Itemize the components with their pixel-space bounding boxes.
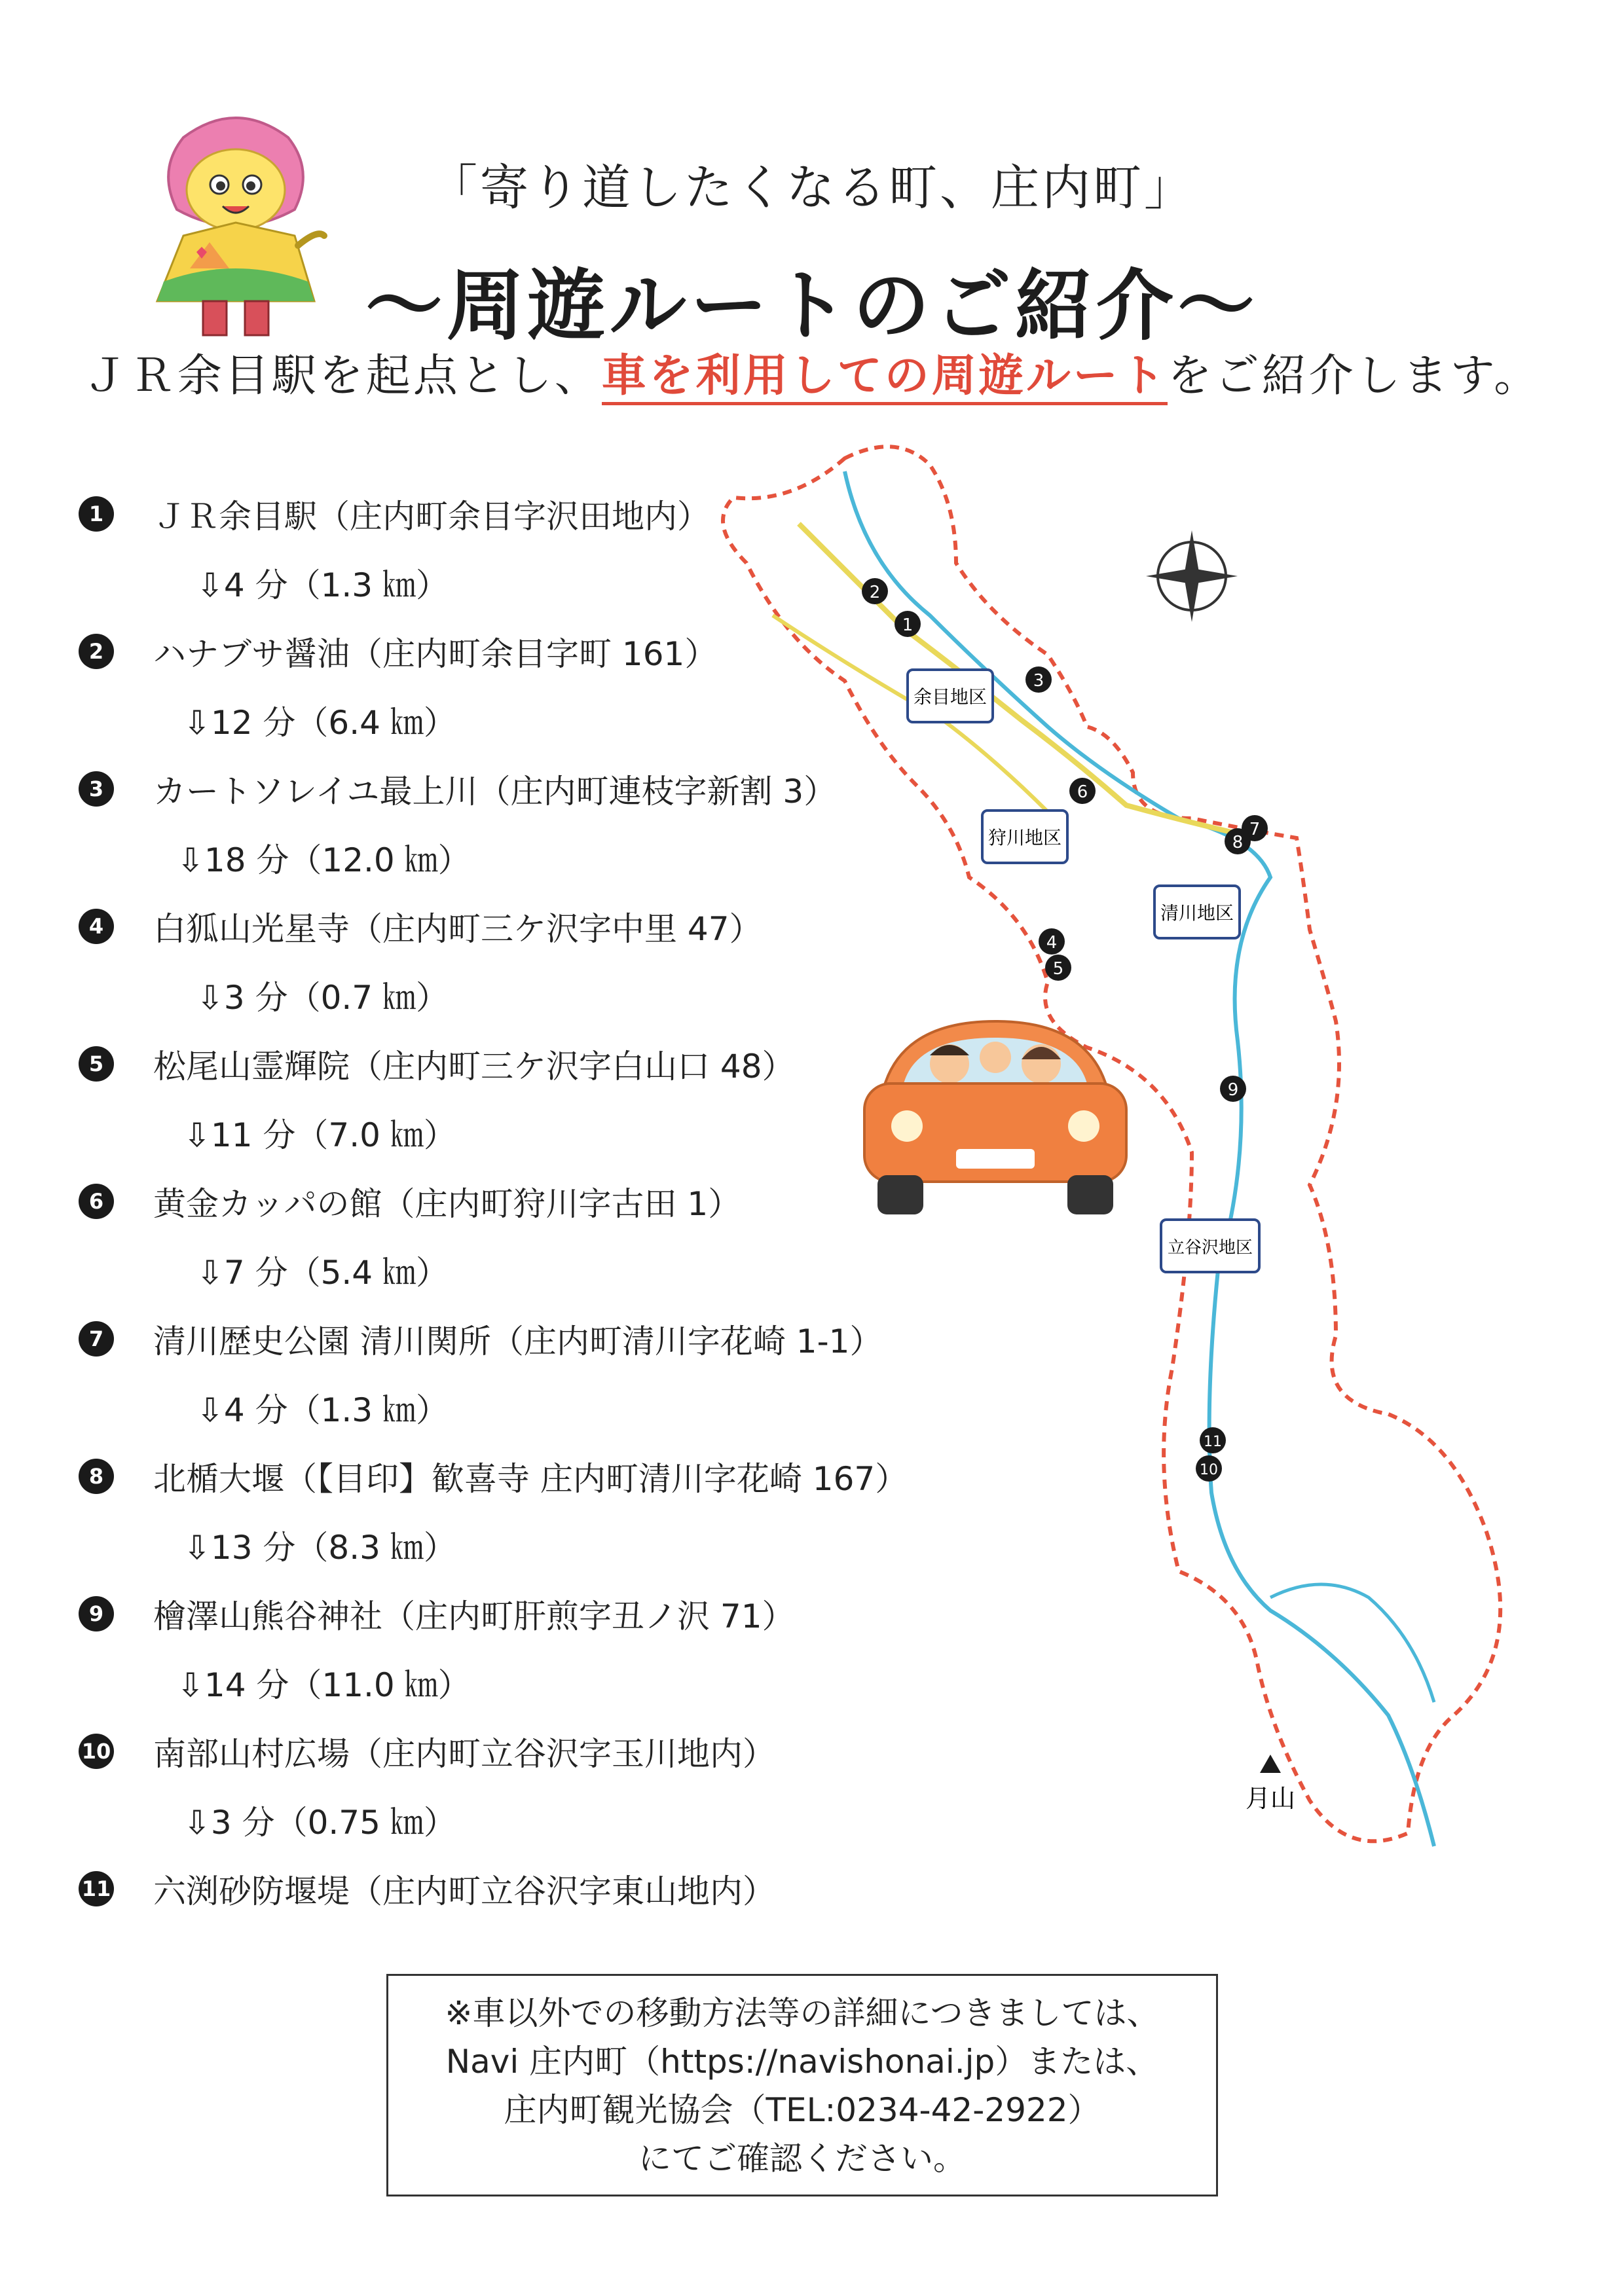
stop-label: 黄金カッパの館（庄内町狩川字古田 1） xyxy=(153,1185,741,1223)
svg-text:6: 6 xyxy=(1077,782,1088,802)
district-label-kiyokawa xyxy=(1154,886,1240,938)
route-leg-9: ⇩14 分（11.0 ㎞） xyxy=(177,1666,471,1704)
svg-text:5: 5 xyxy=(1052,959,1064,979)
stop-number-badge: 2 xyxy=(79,634,114,669)
stop-label: 白狐山光星寺（庄内町三ケ沢字中里 47） xyxy=(153,910,762,948)
route-stop-10 xyxy=(79,1722,775,1781)
route-stop-1 xyxy=(79,484,710,543)
stop-label: 六渕砂防堰堤（庄内町立谷沢字東山地内） xyxy=(153,1872,775,1910)
map-marker-11 xyxy=(1200,1427,1226,1453)
route-stop-6 xyxy=(79,1172,741,1231)
district-label-amarume xyxy=(908,670,993,722)
stop-number-badge: 11 xyxy=(79,1871,114,1906)
stop-label: ＪＲ余目駅（庄内町余目字沢田地内） xyxy=(153,498,710,536)
route-stop-2 xyxy=(79,622,717,681)
map-marker-3 xyxy=(1025,666,1052,693)
svg-text:2: 2 xyxy=(869,583,881,602)
route-leg-3: ⇩18 分（12.0 ㎞） xyxy=(177,841,471,879)
map-marker-8 xyxy=(1225,828,1251,854)
route-stop-11 xyxy=(79,1859,775,1918)
stop-number-badge: 9 xyxy=(79,1596,114,1631)
compass-rose xyxy=(1146,530,1238,622)
intro-text xyxy=(0,340,1624,404)
svg-text:狩川地区: 狩川地区 xyxy=(987,827,1062,848)
info-note-box xyxy=(386,1974,1218,2196)
svg-text:10: 10 xyxy=(1200,1462,1218,1478)
stop-label: 松尾山霊輝院（庄内町三ケ沢字白山口 48） xyxy=(153,1048,795,1085)
note-line: 庄内町観光協会（TEL:0234-42-2922） xyxy=(504,2091,1101,2129)
route-stop-4 xyxy=(79,897,762,956)
map-marker-2 xyxy=(862,578,888,604)
stop-label: 南部山村広場（庄内町立谷沢字玉川地内） xyxy=(153,1735,775,1773)
svg-text:7: 7 xyxy=(1249,820,1261,839)
stop-number-badge: 3 xyxy=(79,771,114,807)
district-label-karikawa xyxy=(982,811,1067,863)
svg-text:3: 3 xyxy=(1033,671,1044,691)
district-label-tachiyazawa xyxy=(1161,1220,1259,1272)
stop-number-badge: 6 xyxy=(79,1184,114,1219)
route-leg-10: ⇩3 分（0.75 ㎞） xyxy=(183,1804,456,1842)
note-line: にてご確認ください。 xyxy=(638,2140,966,2178)
note-line: Navi 庄内町（https://navishonai.jp）または、 xyxy=(445,2043,1159,2081)
svg-text:11: 11 xyxy=(1204,1434,1222,1450)
stop-number-badge: 5 xyxy=(79,1046,114,1082)
route-leg-7: ⇩4 分（1.3 ㎞） xyxy=(196,1391,449,1429)
svg-text:月山: 月山 xyxy=(1245,1784,1296,1813)
route-leg-8: ⇩13 分（8.3 ㎞） xyxy=(183,1529,456,1567)
stop-number-badge: 7 xyxy=(79,1321,114,1357)
map-marker-6 xyxy=(1069,778,1096,804)
svg-text:立谷沢地区: 立谷沢地区 xyxy=(1167,1238,1253,1258)
svg-text:余目地区: 余目地区 xyxy=(913,686,987,708)
map-marker-10 xyxy=(1196,1455,1222,1482)
page-title: ～周遊ルートのご紹介～ xyxy=(365,261,1259,351)
route-leg-2: ⇩12 分（6.4 ㎞） xyxy=(183,704,456,742)
intro-highlight: 車を利用しての周遊ルート xyxy=(602,350,1168,405)
svg-text:1: 1 xyxy=(902,615,913,635)
stop-label: 清川歴史公園 清川関所（庄内町清川字花崎 1-1） xyxy=(153,1322,883,1360)
stop-number-badge: 8 xyxy=(79,1459,114,1494)
route-leg-4: ⇩3 分（0.7 ㎞） xyxy=(196,979,449,1017)
route-leg-6: ⇩7 分（5.4 ㎞） xyxy=(196,1254,449,1292)
mountain-marker xyxy=(1246,1755,1295,1813)
route-leg-5: ⇩11 分（7.0 ㎞） xyxy=(183,1116,456,1154)
river xyxy=(1270,1584,1434,1702)
svg-text:清川地区: 清川地区 xyxy=(1160,902,1234,924)
stop-number-badge: 10 xyxy=(79,1734,114,1769)
svg-text:9: 9 xyxy=(1227,1080,1239,1100)
stop-label: 北楯大堰（【目印】歓喜寺 庄内町清川字花崎 167） xyxy=(153,1460,908,1498)
map-marker-5 xyxy=(1045,955,1071,981)
svg-text:8: 8 xyxy=(1232,833,1244,852)
note-line: ※車以外での移動方法等の詳細につきましては、 xyxy=(445,1994,1160,2032)
stop-number-badge: 4 xyxy=(79,909,114,944)
svg-text:4: 4 xyxy=(1046,933,1058,953)
stop-number-badge: 1 xyxy=(79,496,114,532)
stop-label: 檜澤山熊谷神社（庄内町肝煎字丑ノ沢 71） xyxy=(153,1597,795,1635)
map-marker-9 xyxy=(1220,1076,1246,1102)
car-illustration xyxy=(845,1008,1146,1244)
headline: 「寄り道したくなる町、庄内町」 xyxy=(429,160,1195,216)
route-leg-1: ⇩4 分（1.3 ㎞） xyxy=(196,566,449,604)
stop-label: ハナブサ醤油（庄内町余目字町 161） xyxy=(153,635,718,673)
map-marker-4 xyxy=(1039,928,1065,955)
intro-prefix: ＪＲ余目駅を起点とし、 xyxy=(83,350,602,402)
intro-suffix: をご紹介します。 xyxy=(1167,350,1541,402)
map-marker-1 xyxy=(895,611,921,637)
stop-label: カートソレイユ最上川（庄内町連枝字新割 3） xyxy=(153,773,837,811)
